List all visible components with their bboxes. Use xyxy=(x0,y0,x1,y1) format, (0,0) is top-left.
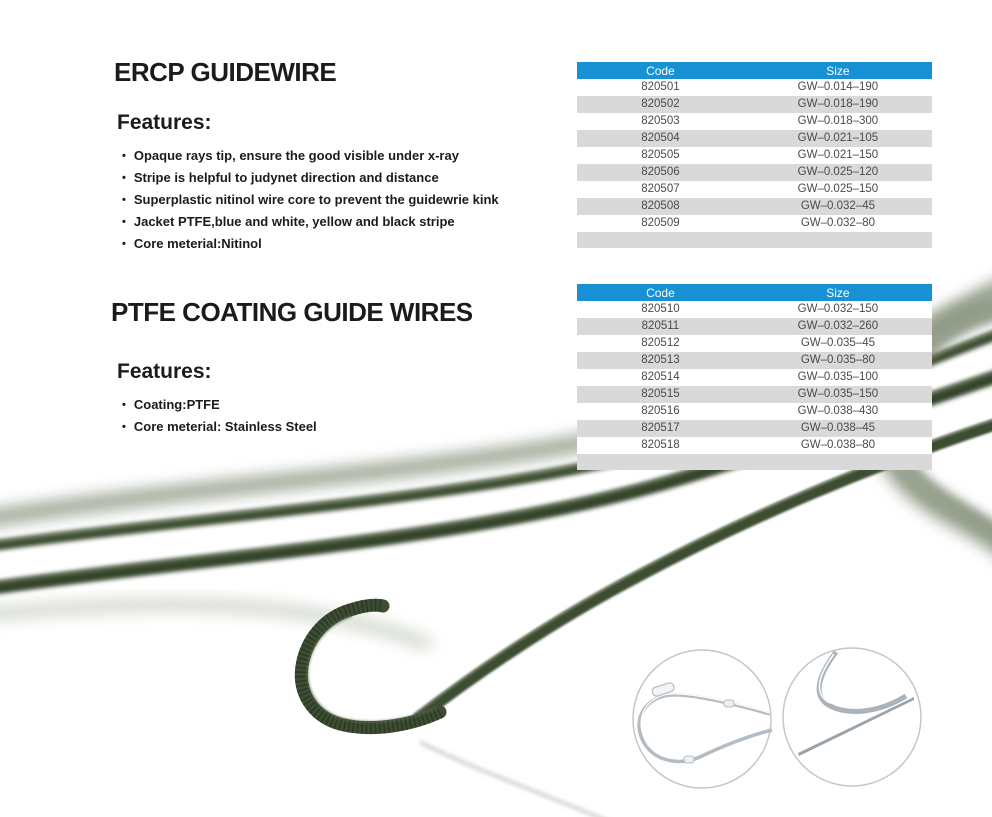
code-cell: 820502 xyxy=(577,96,744,113)
column-header-code: Code xyxy=(577,284,744,301)
section1-features-list xyxy=(122,145,499,255)
feature-item xyxy=(122,233,499,255)
table-row xyxy=(577,386,932,403)
empty-row xyxy=(577,454,932,470)
size-cell: GW–0.038–430 xyxy=(744,403,932,420)
code-cell: 820514 xyxy=(577,369,744,386)
feature-text: Superplastic nitinol wire core to prevent the guidewrie kink xyxy=(133,192,499,207)
table-row xyxy=(577,164,932,181)
section2-size-table xyxy=(577,284,932,470)
empty-cell xyxy=(577,232,744,248)
feature-item xyxy=(122,394,317,416)
table-row xyxy=(577,130,932,147)
code-cell: 820504 xyxy=(577,130,744,147)
size-cell: GW–0.018–300 xyxy=(744,113,932,130)
section2-features-heading: Features: xyxy=(117,360,212,383)
inset-right-circle xyxy=(783,648,921,786)
empty-cell xyxy=(744,454,932,470)
section1-features-heading: Features: xyxy=(117,111,212,134)
table-header-row xyxy=(577,284,932,301)
column-header-size: Size xyxy=(744,284,932,301)
table-row xyxy=(577,79,932,96)
code-cell: 820517 xyxy=(577,420,744,437)
size-cell: GW–0.032–260 xyxy=(744,318,932,335)
size-cell: GW–0.021–105 xyxy=(744,130,932,147)
size-cell: GW–0.018–190 xyxy=(744,96,932,113)
bullet-icon: • xyxy=(122,150,126,162)
code-cell: 820507 xyxy=(577,181,744,198)
empty-row xyxy=(577,232,932,248)
feature-text: Jacket PTFE,blue and white, yellow and black stripe xyxy=(133,214,455,229)
bullet-icon: • xyxy=(122,172,126,184)
size-cell: GW–0.035–45 xyxy=(744,335,932,352)
table-row xyxy=(577,335,932,352)
feature-text: Core meterial:Nitinol xyxy=(133,236,262,251)
table-row xyxy=(577,198,932,215)
section2-title: PTFE COATING GUIDE WIRES xyxy=(111,297,473,327)
code-cell: 820515 xyxy=(577,386,744,403)
empty-cell xyxy=(744,232,932,248)
bullet-icon: • xyxy=(122,399,126,411)
size-cell: GW–0.035–80 xyxy=(744,352,932,369)
feature-text: Stripe is helpful to judynet direction and distance xyxy=(133,170,439,185)
feature-item xyxy=(122,211,499,233)
feature-item xyxy=(122,189,499,211)
code-cell: 820511 xyxy=(577,318,744,335)
table-row xyxy=(577,147,932,164)
size-cell: GW–0.035–150 xyxy=(744,386,932,403)
table-row xyxy=(577,437,932,454)
code-cell: 820518 xyxy=(577,437,744,454)
size-cell: GW–0.038–80 xyxy=(744,437,932,454)
code-cell: 820506 xyxy=(577,164,744,181)
code-cell: 820509 xyxy=(577,215,744,232)
table-row xyxy=(577,113,932,130)
table-row xyxy=(577,96,932,113)
inset-left-circle xyxy=(633,650,771,788)
code-cell: 820505 xyxy=(577,147,744,164)
code-cell: 820513 xyxy=(577,352,744,369)
bullet-icon: • xyxy=(122,238,126,250)
section1-size-table xyxy=(577,62,932,248)
wire-thin-pale xyxy=(420,742,610,817)
size-cell: GW–0.038–45 xyxy=(744,420,932,437)
feature-text: Core meterial: Stainless Steel xyxy=(133,419,317,434)
size-cell: GW–0.032–150 xyxy=(744,301,932,318)
section2-features-list xyxy=(122,394,317,438)
inset-left-bead-lower xyxy=(684,756,694,763)
size-cell: GW–0.032–80 xyxy=(744,215,932,232)
feature-item xyxy=(122,416,317,438)
empty-cell xyxy=(577,454,744,470)
table-row xyxy=(577,369,932,386)
code-cell: 820501 xyxy=(577,79,744,96)
feature-item xyxy=(122,145,499,167)
table-row xyxy=(577,403,932,420)
feature-text: Coating:PTFE xyxy=(133,397,220,412)
size-cell: GW–0.025–120 xyxy=(744,164,932,181)
code-cell: 820516 xyxy=(577,403,744,420)
column-header-code: Code xyxy=(577,62,744,79)
size-cell: GW–0.021–150 xyxy=(744,147,932,164)
inset-right-guidewire-tip-photo xyxy=(783,648,921,786)
table-row xyxy=(577,318,932,335)
table-row xyxy=(577,301,932,318)
feature-text: Opaque rays tip, ensure the good visible under x-ray xyxy=(133,148,459,163)
inset-left-bead-upper xyxy=(724,700,734,707)
table-header-row xyxy=(577,62,932,79)
section1-title: ERCP GUIDEWIRE xyxy=(114,57,337,87)
bullet-icon: • xyxy=(122,421,126,433)
code-cell: 820512 xyxy=(577,335,744,352)
size-cell: GW–0.014–190 xyxy=(744,79,932,96)
inset-left-guidewire-loop-photo xyxy=(633,650,772,788)
coil-tip-sheen xyxy=(308,616,438,722)
column-header-size: Size xyxy=(744,62,932,79)
code-cell: 820510 xyxy=(577,301,744,318)
table-row xyxy=(577,420,932,437)
feature-item xyxy=(122,167,499,189)
table-row xyxy=(577,181,932,198)
table-row xyxy=(577,352,932,369)
size-cell: GW–0.025–150 xyxy=(744,181,932,198)
table-row xyxy=(577,215,932,232)
code-cell: 820508 xyxy=(577,198,744,215)
bullet-icon: • xyxy=(122,194,126,206)
code-cell: 820503 xyxy=(577,113,744,130)
size-cell: GW–0.032–45 xyxy=(744,198,932,215)
size-cell: GW–0.035–100 xyxy=(744,369,932,386)
bullet-icon: • xyxy=(122,216,126,228)
